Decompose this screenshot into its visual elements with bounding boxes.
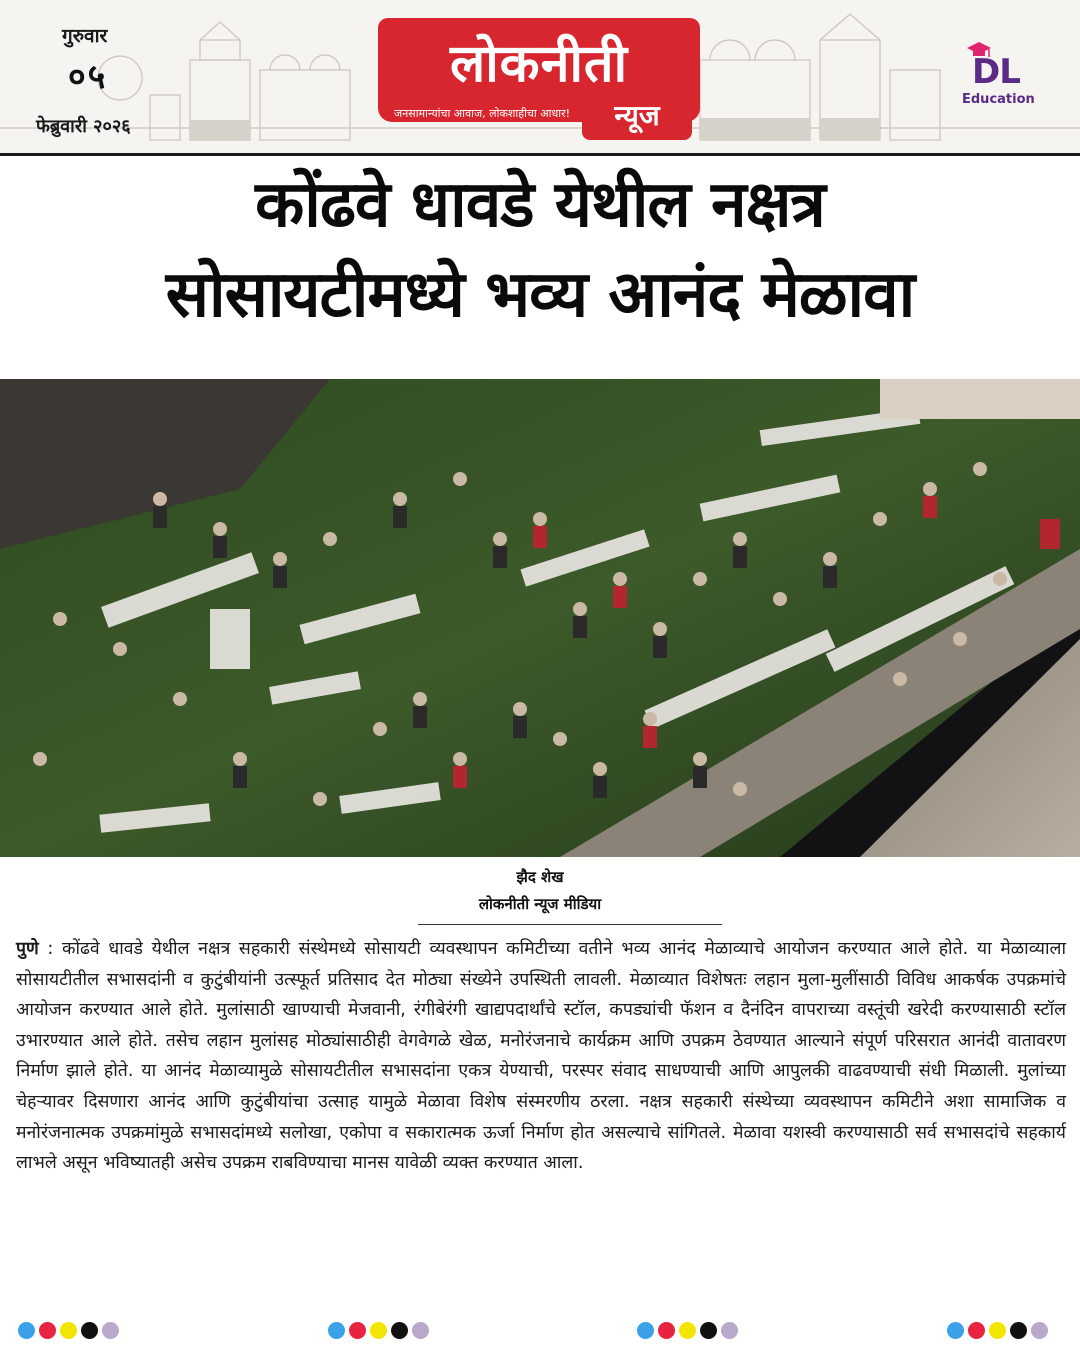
decorative-dot	[1031, 1322, 1048, 1339]
author-name: झैद शेख	[516, 868, 564, 886]
decorative-dot	[1010, 1322, 1027, 1339]
author-organization: लोकनीती न्यूज मीडिया	[478, 895, 602, 913]
partner-name: Education	[962, 92, 1035, 107]
logo-tagline: जनसामान्यांचा आवाज, लोकशाहीचा आधार!	[394, 107, 571, 120]
article-text: : कोंढवे धावडे येथील नक्षत्र सहकारी संस्थेमध्ये सोसायटी व्यवस्थापन कमिटीच्या वतीने भव्य आनंद मेळाव्याचे आयोजन करण्यात आले होते. या मेळाव्याला सोसायटीतील सभासदांनी व कुटुंबीयांनी उत्स्फूर्त प्रतिसाद देत मोठ्या संख्येने उपस्थिती लावली. मेळाव्यात विशेषतः लहान मुला-मुलींसाठी विविध आकर्षक उपक्रमांचे आयोजन करण्यात आले होते. मुलांसाठी खाण्याची मेजवानी, रंगीबेरंगी खाद्यपदार्थांचे स्टॉल, कपड्यांची फॅशन व दैनंदिन वापराच्या वस्तूंची खरेदी करण्यासाठी स्टॉल उभारण्यात आले होते. तसेच लहान मुलांसह मोठ्यांसाठीही वेगवेगळे खेळ, मनोरंजनाचे कार्यक्रम आणि उपक्रम ठेवण्यात आल्याने संपूर्ण परिसरात आनंदी वातावरण निर्माण झाले होते. या आनंद मेळाव्यामुळे सोसायटीतील सभासदांना एकत्र येण्याची, परस्पर संवाद साधण्याची आणि आपुलकी वाढवण्याची संधी मिळाली. मुलांच्या चेहऱ्यावर दिसणारा आनंद आणि कुटुंबीयांचा उत्साह यामुळे मेळावा विशेष संस्मरणीय ठरला. नक्षत्र सहकारी संस्थेच्या व्यवस्थापन कमिटीने अशा सामाजिक व मनोरंजनात्मक उपक्रमांमुळे सभासदांमध्ये सलोखा, एकोपा व सकारात्मक ऊर्जा निर्माण होत असल्याचे सांगितले. मेळावा यशस्वी करण्यासाठी सर्व सभासदांचे सहकार्य लाभले असून भविष्यातही असेच उपक्रम राबविण्याचा मानस यावेळी व्यक्त करण्यात आला.	[16, 939, 1066, 1174]
headline	[0, 160, 1080, 340]
decorative-dot	[391, 1322, 408, 1339]
partner-letters: DL	[972, 52, 1020, 92]
decorative-dot	[658, 1322, 675, 1339]
decorative-dot	[102, 1322, 119, 1339]
decorative-dot	[700, 1322, 717, 1339]
decorative-dot	[679, 1322, 696, 1339]
headline-line-2: सोसायटीमध्ये भव्य आनंद मेळावा	[165, 258, 915, 332]
masthead	[0, 0, 1080, 156]
event-photo	[0, 379, 1080, 857]
decorative-dot	[60, 1322, 77, 1339]
partner-logo	[958, 40, 1038, 112]
decorative-dots	[328, 1322, 429, 1340]
headline-line-1: कोंढवे धावडे येथील नक्षत्र	[255, 168, 825, 242]
logo-title: लोकनीती	[449, 34, 629, 94]
decorative-dot	[989, 1322, 1006, 1339]
newspaper-logo	[378, 18, 700, 144]
decorative-dot	[328, 1322, 345, 1339]
decorative-dot	[39, 1322, 56, 1339]
byline	[0, 866, 1080, 916]
decorative-dot	[412, 1322, 429, 1339]
decorative-dot	[947, 1322, 964, 1339]
decorative-dot	[81, 1322, 98, 1339]
issue-month-year: फेब्रुवारी २०२६	[36, 116, 131, 137]
masthead-divider	[0, 153, 1080, 156]
article-dateline: पुणे	[16, 939, 39, 959]
article-body	[16, 934, 1066, 1179]
decorative-dot	[721, 1322, 738, 1339]
byline-divider	[418, 924, 722, 925]
decorative-dots	[637, 1322, 738, 1340]
issue-day: गुरुवार	[62, 25, 108, 47]
issue-date: ०५	[68, 57, 108, 97]
decorative-dot	[349, 1322, 366, 1339]
decorative-dots	[18, 1322, 119, 1340]
logo-subtitle: न्यूज	[582, 94, 692, 140]
decorative-dots	[947, 1322, 1048, 1340]
event-photo-illustration	[0, 379, 1080, 857]
decorative-dot	[968, 1322, 985, 1339]
decorative-dot	[18, 1322, 35, 1339]
decorative-dot	[637, 1322, 654, 1339]
decorative-dot	[370, 1322, 387, 1339]
